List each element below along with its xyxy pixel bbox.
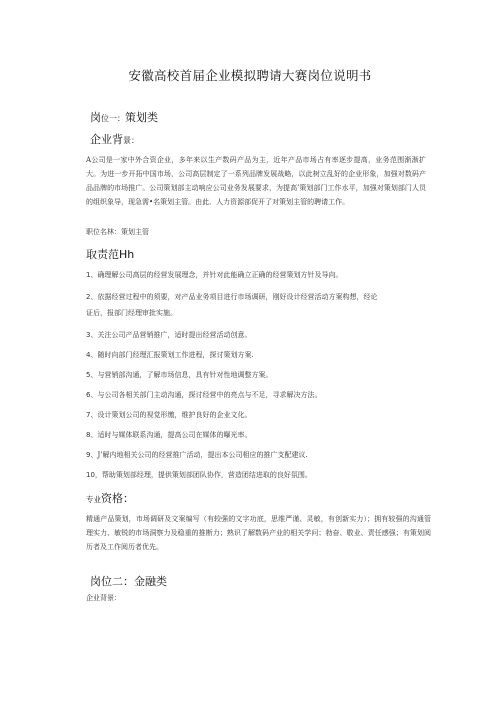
qual-heading-small: 专业 [86, 495, 101, 504]
page-title: 安徽高校首届企业模拟聘请大赛岗位说明书 [128, 68, 372, 83]
post2-heading-prefix: 岗位二： [90, 575, 134, 588]
qual-heading [86, 490, 134, 506]
post2-heading-rest: 金融类 [134, 575, 167, 588]
duty-item: 7、设计策划公司的视觉形缴，维护良好的企业文化。 [86, 411, 252, 419]
post1-heading-small: 位一： [101, 114, 125, 123]
bg1-heading-big: 企业背 [90, 133, 123, 146]
post1-heading [90, 109, 158, 125]
duty-item: 10，帮助策划部经理，提供策划部团队协作，营造团结进取的良好氛围。 [86, 471, 312, 479]
post1-heading-prefix: 岗 [90, 111, 101, 124]
duty-item: 8、适时与媒体联系沟通，提高公司在媒体的曝光率。 [86, 431, 252, 439]
job-name: 职位名林：策划主管 [86, 228, 149, 236]
post2-heading [90, 573, 167, 589]
duty-item-continued: 证后，报部门经理审批实施。 [86, 309, 177, 317]
duty-item: 5、与营销部沟通，了解市场信息，具有针对性地调整方案。 [86, 371, 273, 379]
duty-item: 2、依据经营过程中的须要，对产品业务项目进行市场调研，刚好设计经营活动方案构想，经论 [86, 293, 378, 301]
duty-item: 9、J’解内地相关公司的经营推广活动，提出本公司相应的推广支配建议. [86, 451, 308, 459]
duty-item: 1、确理解公司高层的经营发展理念，并针对此能确立正确的经营策划方针及导向。 [86, 271, 343, 279]
qual-heading-big: 资格： [101, 492, 134, 505]
bg1-paragraph: A公司是一家中外合资企业，多年来以生产数码产品为主，近年产品市场占有率逐步提高，业务范围渐渐扩大。为进一步开拓中国市场，公司高层制定了一系列品牌发展战略，以此树立乱好的企业形象，加强对数码产品品牌的市场推广。公司策划部主动响应公司业务发展要求，为提高’策划部门工作水平，加强对策划部门人员的组织象导，现急需•名策划主管。由此．人力资源部促开了对策划主管的聘请工作。 [86, 156, 426, 206]
duty-item: 6、与公司各相关部门主动沟通，探讨经营中的亮点与不足，寻求解决方法。 [86, 391, 322, 399]
bg2-heading: 企业背景： [86, 594, 121, 602]
duties-heading: 取责范Hh [86, 248, 135, 261]
qual-paragraph: 精通产品策划，市场调研及文案编写（有较强的文字功底，思维严谨、灵敏，有创新实力）；拥有较强的沟通管理实力、敏锐的市场洞察力及稳重的推断力；熟识了解数码产业的相关学问；勃奋、敬业、责任感强；有策划阅历者及工作阅历者优先。 [86, 515, 431, 551]
bg1-heading-small: 景： [123, 136, 139, 145]
post1-heading-rest: 策划类 [125, 111, 158, 124]
bg1-heading [90, 131, 139, 147]
duty-item: 3、关注公司产品营销推广，适时提出经营活动创意。 [86, 331, 252, 339]
duty-item: 4、随时向部门经理汇报策划工作进程，探讨策划方案. [86, 351, 254, 359]
